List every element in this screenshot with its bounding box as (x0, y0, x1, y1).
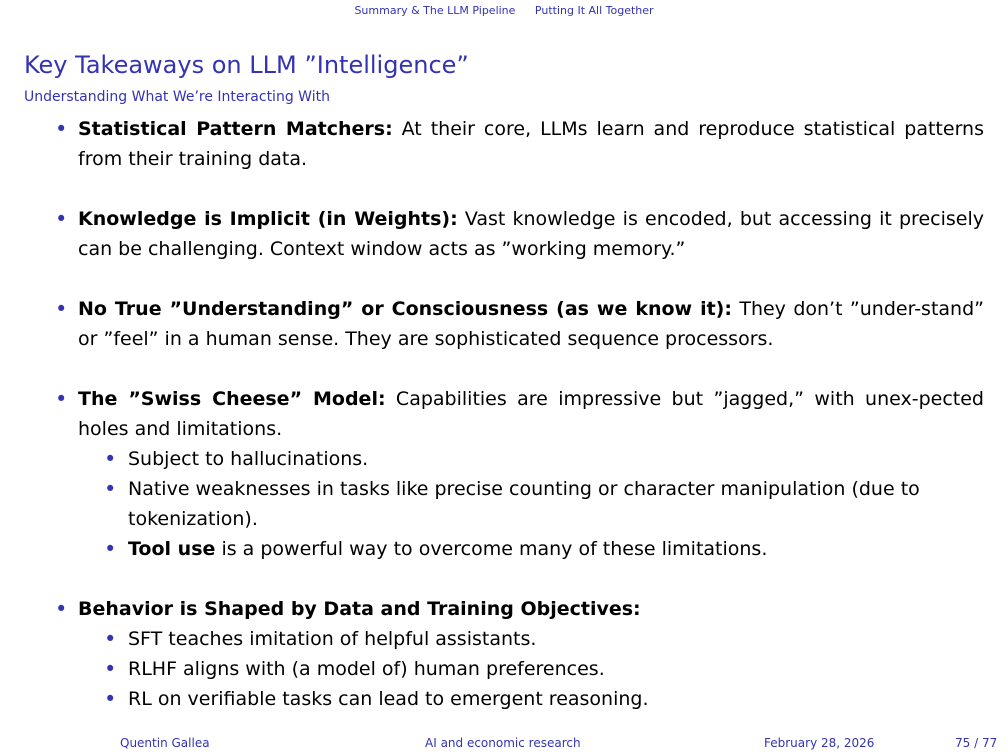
bullet-icon: • (104, 477, 117, 501)
navigation-bar (0, 4, 1008, 20)
sub-item-text: RL on verifiable tasks can lead to emergent reasoning. (128, 688, 649, 710)
sub-list-item (78, 534, 984, 564)
nav-subsection[interactable]: Putting It All Together (534, 4, 654, 17)
list-item (50, 114, 984, 174)
item-heading: No True ”Understanding” or Consciousness (as we know it): (78, 298, 732, 320)
item-text: At their core, LLMs learn and reproduce statistical patterns from their training data. (78, 118, 984, 170)
list-item (50, 594, 984, 714)
item-heading: The ”Swiss Cheese” Model: (78, 388, 386, 410)
bullet-icon: • (104, 657, 117, 681)
bullet-icon: • (104, 447, 117, 471)
nav-section[interactable]: Summary & The LLM Pipeline (354, 4, 516, 17)
bullet-icon: • (104, 627, 117, 651)
bullet-icon: • (55, 597, 68, 621)
sub-item-text: Native weaknesses in tasks like precise counting or character manipulation (due to tokenization). (128, 478, 920, 530)
list-item (50, 384, 984, 564)
sub-list-item (78, 684, 984, 714)
item-heading: Knowledge is Implicit (in Weights): (78, 208, 458, 230)
page-title: Key Takeaways on LLM ”Intelligence” (24, 51, 469, 79)
sub-list-item (78, 474, 984, 534)
sub-item-text: Subject to hallucinations. (128, 448, 369, 470)
footer-author: Quentin Gallea (120, 736, 210, 750)
sub-list-item (78, 624, 984, 654)
bullet-icon: • (104, 687, 117, 711)
page-number: 75 / 77 (955, 736, 998, 750)
takeaways-list (50, 114, 984, 744)
bullet-icon: • (55, 387, 68, 411)
page-subtitle: Understanding What We’re Interacting With (24, 89, 330, 105)
sub-item-text: is a powerful way to overcome many of these limitations. (215, 538, 768, 560)
bullet-icon: • (55, 297, 68, 321)
sub-list-item (78, 444, 984, 474)
footer-date: February 28, 2026 (764, 736, 875, 750)
sub-item-heading: Tool use (128, 538, 216, 560)
list-item (50, 204, 984, 264)
sub-list-item (78, 654, 984, 684)
item-text: They don’t ”under-stand” or ”feel” in a human sense. They are sophisticated sequence processors. (78, 298, 984, 350)
footer (0, 736, 1008, 754)
list-item (50, 294, 984, 354)
item-text: Vast knowledge is encoded, but accessing it precisely can be challenging. Context window acts as ”working memory.” (78, 208, 984, 260)
bullet-icon: • (104, 537, 117, 561)
bullet-icon: • (55, 117, 68, 141)
item-text: Capabilities are impressive but ”jagged,” with unex-pected holes and limitations. (78, 388, 984, 440)
sub-item-text: RLHF aligns with (a model of) human preferences. (128, 658, 605, 680)
bullet-icon: • (55, 207, 68, 231)
footer-course: AI and economic research (425, 736, 581, 750)
item-heading: Behavior is Shaped by Data and Training Objectives: (78, 598, 641, 620)
sub-item-text: SFT teaches imitation of helpful assistants. (128, 628, 537, 650)
item-heading: Statistical Pattern Matchers: (78, 118, 393, 140)
